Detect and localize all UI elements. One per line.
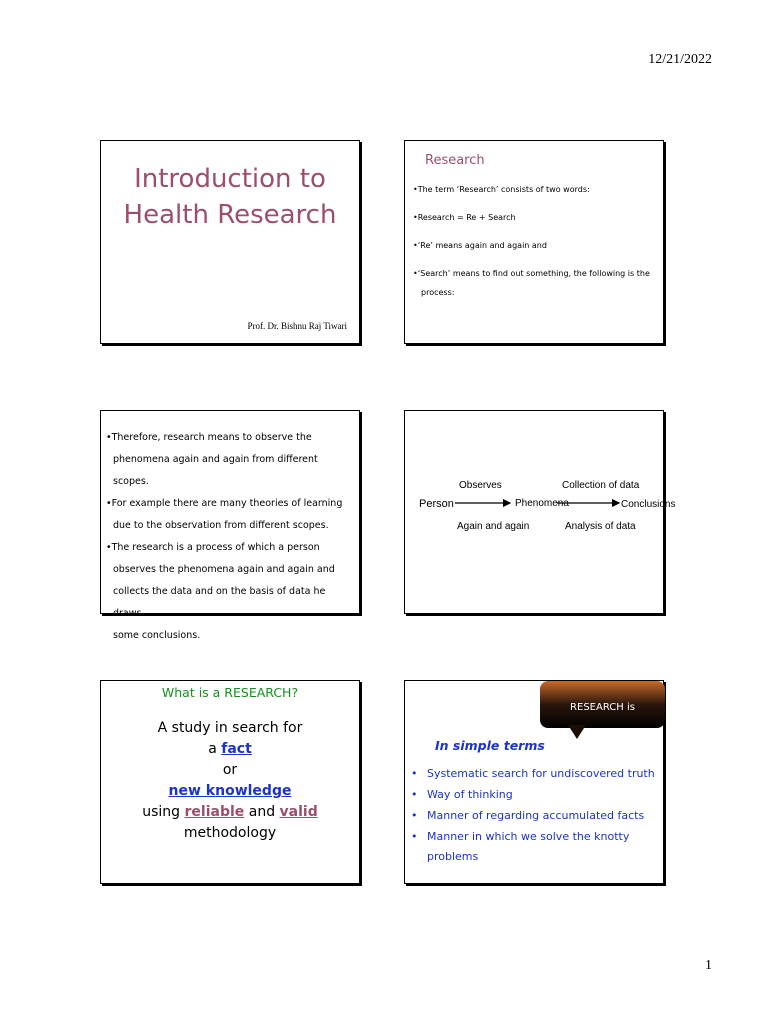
slide-research-meaning xyxy=(100,410,360,641)
list-item xyxy=(411,763,657,784)
list-item: •Research = Re + Search xyxy=(413,213,516,222)
person-label: Person xyxy=(419,498,454,510)
list-item xyxy=(106,537,355,647)
list-item: •‘Re’ means again and again and xyxy=(413,241,547,250)
title-line-2: Health Research xyxy=(123,200,337,230)
bullet-list xyxy=(411,763,657,867)
list-item xyxy=(413,267,657,299)
page-date: 12/21/2022 xyxy=(648,52,712,67)
again-label: Again and again xyxy=(457,521,530,532)
list-item-text: Systematic search for undiscovered truth xyxy=(427,767,655,780)
slide-title xyxy=(100,140,360,344)
line: due to the observation from different scopes. xyxy=(113,520,329,531)
line: •Therefore, research means to observe the xyxy=(106,432,312,443)
line: •For example there are many theories of learning xyxy=(106,498,343,509)
word-and: and xyxy=(248,804,276,820)
list-item xyxy=(411,826,657,867)
list-item-text: Way of thinking xyxy=(427,788,513,801)
research-is-callout: RESEARCH is xyxy=(540,681,665,728)
line: some conclusions. xyxy=(113,630,201,641)
word-using: using xyxy=(142,804,181,820)
slide-what-is-research xyxy=(100,680,360,884)
list-item xyxy=(411,805,657,826)
fact-link: fact xyxy=(221,741,252,757)
bullet-list xyxy=(106,427,355,647)
bullet-icon: • xyxy=(411,767,418,780)
valid-link: valid xyxy=(279,804,318,820)
slide-heading: What is a RESEARCH? xyxy=(161,685,299,700)
line: observes the phenomena again and again and xyxy=(113,564,335,575)
line xyxy=(101,739,359,760)
slide-process-diagram xyxy=(404,410,676,614)
list-item xyxy=(106,427,355,493)
list-item-text: Manner in which we solve the knotty xyxy=(427,830,630,843)
word-a: a xyxy=(208,741,217,757)
bullet-icon: • xyxy=(411,809,418,822)
list-item-text: Manner of regarding accumulated facts xyxy=(427,809,645,822)
bullet-icon: • xyxy=(411,788,418,801)
line xyxy=(101,802,359,844)
slide-research-is xyxy=(404,680,664,884)
reliable-link: reliable xyxy=(184,804,245,820)
line: A study in search for xyxy=(157,720,303,736)
line: phenomena again and again from different scopes. xyxy=(113,454,318,487)
list-item: •The term ‘Research’ consists of two words: xyxy=(413,185,590,194)
bullet-icon: • xyxy=(411,830,418,843)
line: collects the data and on the basis of data he draws xyxy=(113,586,326,619)
slide-research-definition xyxy=(404,140,664,344)
list-item-continuation: problems xyxy=(427,850,479,863)
list-item-continuation: process: xyxy=(421,288,455,297)
new-knowledge-link: new knowledge xyxy=(168,783,292,799)
line xyxy=(101,781,359,802)
slide-title-heading xyxy=(101,161,359,233)
list-item xyxy=(106,493,355,537)
definition-text xyxy=(101,718,359,844)
slide-heading: Research xyxy=(425,153,485,168)
word-methodology: methodology xyxy=(183,825,277,841)
collection-label: Collection of data xyxy=(562,480,640,491)
conclusions-label: Conclusions xyxy=(621,499,676,510)
line: or xyxy=(222,762,238,778)
bullet-list xyxy=(413,183,657,314)
analysis-label: Analysis of data xyxy=(565,521,636,532)
line: •The research is a process of which a person xyxy=(106,542,320,553)
slide-subheading: In simple terms xyxy=(435,738,545,753)
callout-tail xyxy=(568,725,586,739)
process-diagram xyxy=(405,411,676,615)
observes-label: Observes xyxy=(459,480,502,491)
author-name: Prof. Dr. Bishnu Raj Tiwari xyxy=(247,321,347,331)
list-item-text: •‘Search’ means to find out something, the following is the xyxy=(413,269,650,278)
page-number: 1 xyxy=(705,958,712,973)
list-item xyxy=(411,784,657,805)
title-line-1: Introduction to xyxy=(134,164,326,194)
phenomena-label: Phenomena xyxy=(515,498,569,509)
